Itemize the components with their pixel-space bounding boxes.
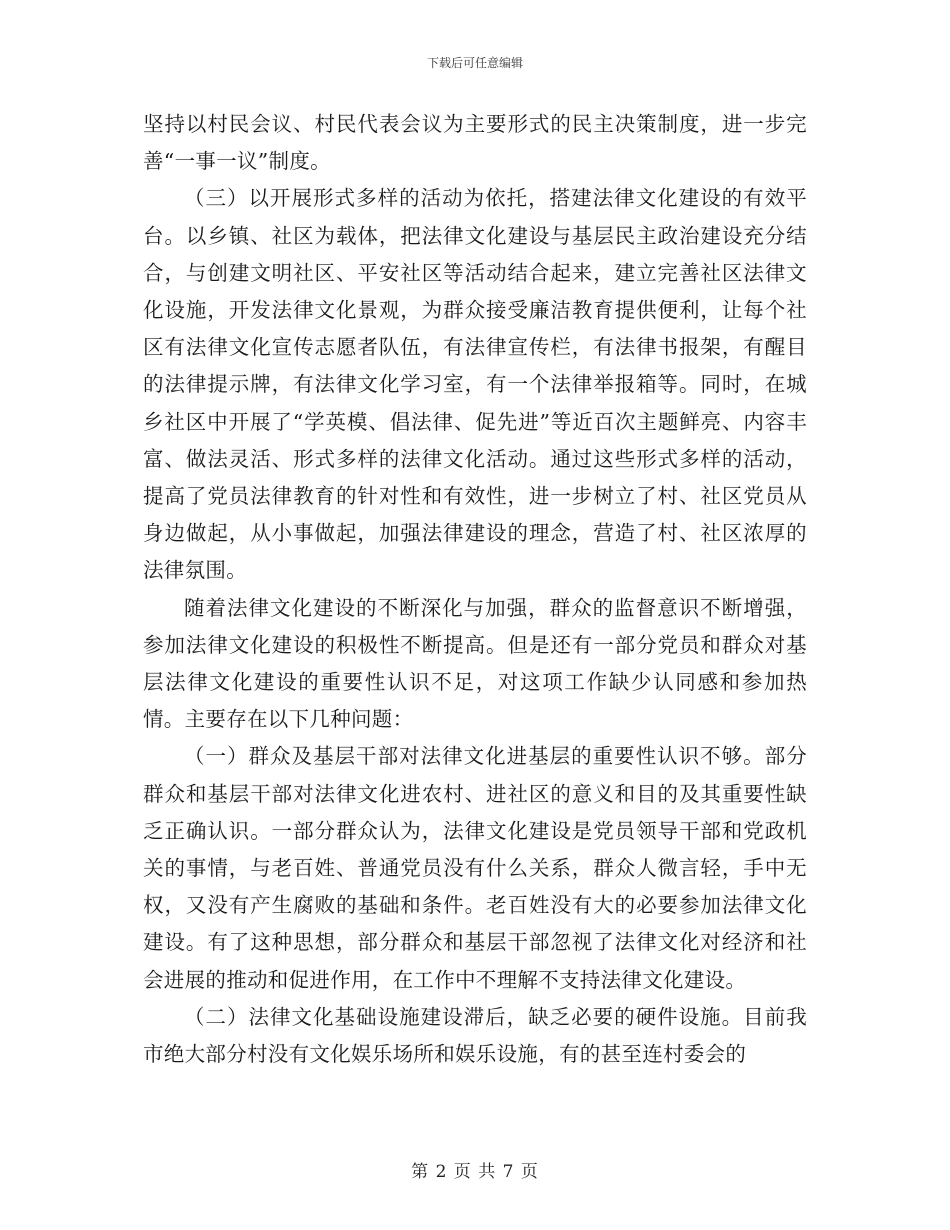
document-body: [143, 106, 807, 1073]
page-header: 下载后可任意编辑: [426, 56, 523, 70]
page-number: 第 2 页 共 7 页: [411, 1162, 539, 1182]
paragraph-3: 随着法律文化建设的不断深化与加强，群众的监督意识不断增强，参加法律文化建设的积极性不断提高。但是还有一部分党员和群众对基层法律文化建设的重要性认识不足，对这项工作缺少认同感和参加热情。主要存在以下几种问题：: [143, 595, 807, 732]
paragraph-1: 坚持以村民会议、村民代表会议为主要形式的民主决策制度，进一步完善“一事一议”制度。: [143, 112, 807, 174]
paragraph-5: （二）法律文化基础设施建设滞后，缺乏必要的硬件设施。目前我市绝大部分村没有文化娱乐场所和娱乐设施，有的甚至连村委会的: [143, 1004, 807, 1067]
paragraph-4: （一）群众及基层干部对法律文化进基层的重要性认识不够。部分群众和基层干部对法律文化进农村、进社区的意义和目的及其重要性缺乏正确认识。一部分群众认为，法律文化建设是党员领导干部和党政机关的事情，与老百姓、普通党员没有什么关系，群众人微言轻，手中无权，又没有产生腐败的基础和条件。老百姓没有大的必要参加法律文化建设。有了这种思想，部分群众和基层干部忽视了法律文化对经济和社会进展的推动和促进作用，在工作中不理解不支持法律文化建设。: [143, 744, 807, 992]
paragraph-2: （三）以开展形式多样的活动为依托，搭建法律文化建设的有效平台。以乡镇、社区为载体，把法律文化建设与基层民主政治建设充分结合，与创建文明社区、平安社区等活动结合起来，建立完善社区法律文化设施，开发法律文化景观，为群众接受廉洁教育提供便利，让每个社区有法律文化宣传志愿者队伍，有法律宣传栏，有法律书报架，有醒目的法律提示牌，有法律文化学习室，有一个法律举报箱等。同时，在城乡社区中开展了“学英模、倡法律、促先进”等近百次主题鲜亮、内容丰富、做法灵活、形式多样的法律文化活动。通过这些形式多样的活动，提高了党员法律教育的针对性和有效性，进一步树立了村、社区党员从身边做起，从小事做起，加强法律建设的理念，营造了村、社区浓厚的法律氛围。: [143, 186, 807, 583]
